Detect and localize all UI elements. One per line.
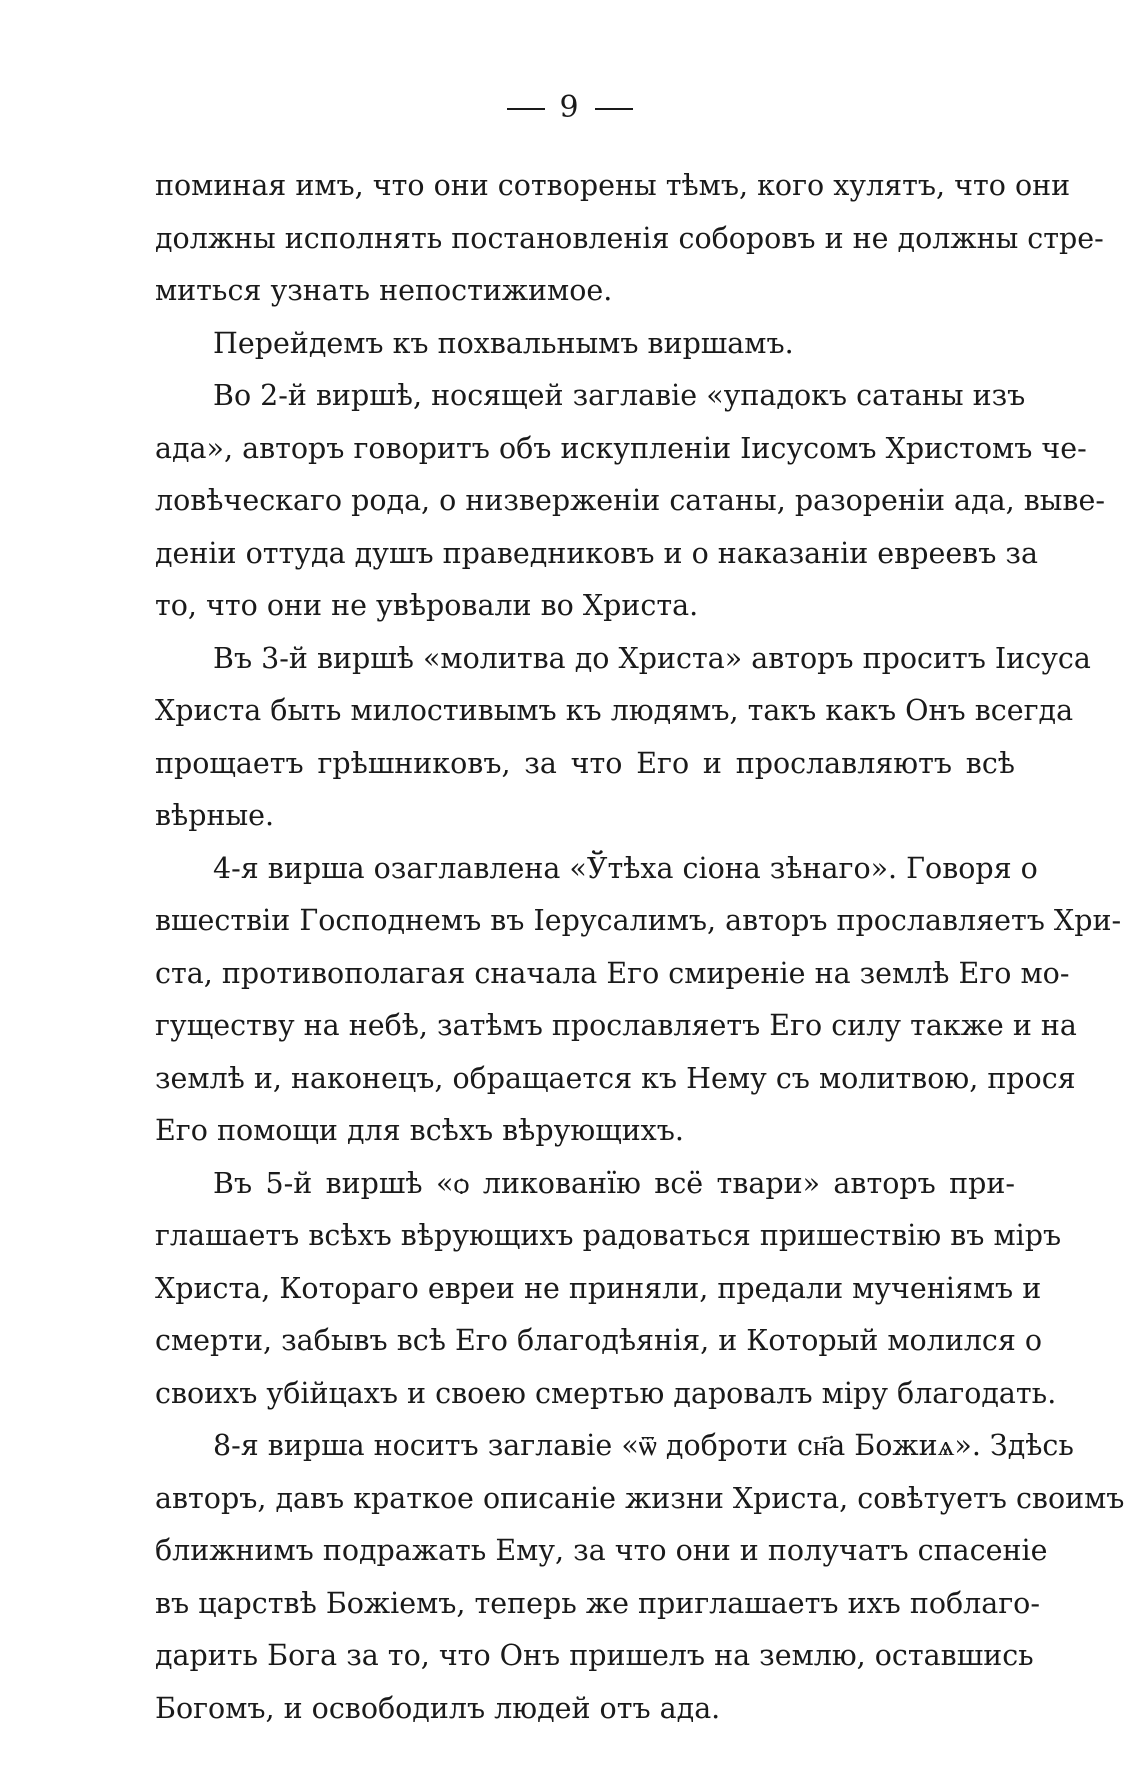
text-line: миться узнать непостижимое.: [155, 274, 613, 307]
text-line: смерти, забывъ всѣ Его благодѣянія, и Который молился о: [155, 1324, 1043, 1357]
text-line: своихъ убійцахъ и своею смертью даровалъ міру благодать.: [155, 1376, 1057, 1410]
text-line: Христа быть милостивымъ къ людямъ, такъ какъ Онъ всегда: [155, 694, 1074, 727]
text-line: деніи оттуда душъ праведниковъ и о наказаніи евреевъ за: [155, 536, 1038, 570]
text-line: глашаетъ всѣхъ вѣрующихъ радоваться пришествію въ міръ: [155, 1219, 1062, 1252]
text-line: поминая имъ, что они сотворены тѣмъ, кого хулятъ, что они: [155, 169, 1071, 202]
text-line: вѣрные.: [155, 799, 275, 832]
text-line: прощаетъ грѣшниковъ, за что Его и прославляютъ всѣ: [155, 746, 1015, 780]
text-line: то, что они не увѣровали во Христа.: [155, 589, 699, 622]
page-number: [0, 90, 1140, 125]
text-line: вшествіи Господнемъ въ Іерусалимъ, авторъ прославляетъ Хри-: [155, 904, 1122, 937]
text-line: ближнимъ подражать Ему, за что они и получатъ спасеніе: [155, 1534, 1048, 1567]
text-line: Въ 3-й виршѣ «молитва до Христа» авторъ проситъ Іисуса: [213, 641, 1091, 675]
left-dash: [507, 108, 545, 110]
page-number-value: 9: [559, 90, 581, 125]
text-line: гуществу на небѣ, затѣмъ прославляетъ Его силу также и на: [155, 1009, 1077, 1042]
text-line: должны исполнять постановленія соборовъ и не должны стре-: [155, 221, 1104, 255]
text-line: Перейдемъ къ похвальнымъ виршамъ.: [213, 326, 794, 360]
text-line: землѣ и, наконецъ, обращается къ Нему съ молитвою, прося: [155, 1061, 1076, 1095]
text-line: Въ 5-й виршѣ «ѻ ликованїю всё твари» авторъ при-: [213, 1166, 1015, 1200]
body-text: [155, 160, 1125, 1735]
text-line: ада», авторъ говоритъ объ искупленіи Іисусомъ Христомъ че-: [155, 431, 1087, 465]
text-line: ста, противополагая сначала Его смиреніе на землѣ Его мо-: [155, 956, 1070, 990]
text-line: авторъ, давъ краткое описаніе жизни Христа, совѣтуетъ своимъ: [155, 1481, 1125, 1515]
text-line: Его помощи для всѣхъ вѣрующихъ.: [155, 1114, 684, 1147]
text-line: въ царствѣ Божіемъ, теперь же приглашаетъ ихъ поблаго-: [155, 1586, 1040, 1620]
text-line: 4-я вирша озаглавлена «Ўтѣха сіона зѣнаго». Говоря о: [213, 851, 1038, 885]
text-line: дарить Бога за то, что Онъ пришелъ на землю, оставшись: [155, 1639, 1034, 1672]
text-line: Во 2-й виршѣ, носящей заглавіе «упадокъ сатаны изъ: [213, 379, 1026, 412]
text-line: Христа, Котораго евреи не приняли, предали мученіямъ и: [155, 1271, 1042, 1305]
text-line: ловѣческаго рода, о низверженіи сатаны, разореніи ада, выве-: [155, 484, 1105, 517]
text-line: Богомъ, и освободилъ людей отъ ада.: [155, 1691, 721, 1725]
text-line: 8-я вирша носитъ заглавіе «ѿ доброти сн҃а Божиѧ». Здѣсь: [213, 1429, 1074, 1462]
right-dash: [595, 108, 633, 110]
